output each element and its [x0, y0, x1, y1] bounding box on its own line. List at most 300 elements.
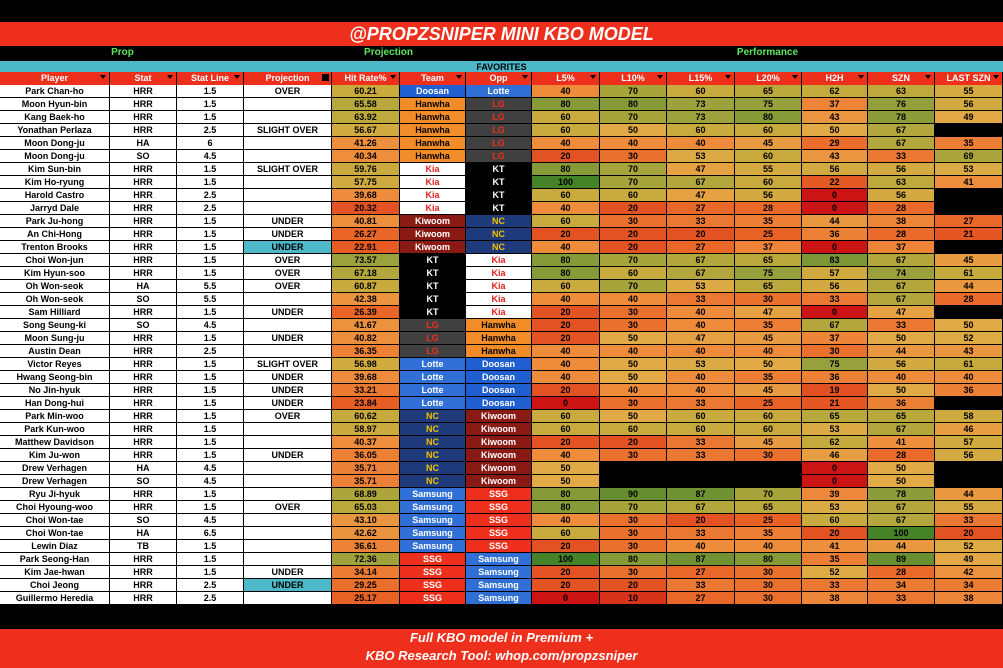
column-header-hit-rate[interactable]	[332, 72, 400, 85]
cell-projection: UNDER	[244, 566, 332, 579]
cell-last-szn: 61	[935, 358, 1003, 371]
cell-hit-rate: 72.36	[332, 553, 400, 566]
cell-l10: 10	[600, 592, 667, 605]
cell-h2h: 67	[802, 319, 868, 332]
cell-stat-line: 1.5	[177, 176, 244, 189]
cell-projection	[244, 98, 332, 111]
table-row[interactable]	[0, 85, 1003, 98]
table-row[interactable]	[0, 475, 1003, 488]
cell-last-szn	[935, 241, 1003, 254]
table-row[interactable]	[0, 215, 1003, 228]
cell-hit-rate: 36.35	[332, 345, 400, 358]
cell-h2h: 0	[802, 241, 868, 254]
cell-player: Jarryd Dale	[0, 202, 110, 215]
cell-l10: 40	[600, 384, 667, 397]
filter-dropdown-icon[interactable]	[322, 74, 329, 81]
cell-opp: Kiwoom	[466, 449, 532, 462]
cell-l10: 70	[600, 163, 667, 176]
filter-dropdown-icon[interactable]	[725, 75, 731, 79]
cell-opp: Kia	[466, 254, 532, 267]
cell-projection	[244, 202, 332, 215]
cell-hit-rate: 40.82	[332, 332, 400, 345]
cell-l10: 60	[600, 189, 667, 202]
filter-dropdown-icon[interactable]	[657, 75, 663, 79]
table-row[interactable]	[0, 358, 1003, 371]
column-header-label: Opp	[489, 73, 508, 83]
cell-szn: 28	[868, 202, 935, 215]
filter-dropdown-icon[interactable]	[390, 75, 396, 79]
filter-dropdown-icon[interactable]	[234, 75, 240, 79]
table-header	[0, 72, 1003, 85]
cell-l5: 60	[532, 527, 600, 540]
filter-dropdown-icon[interactable]	[522, 75, 528, 79]
table-row[interactable]	[0, 202, 1003, 215]
cell-stat-line: 1.5	[177, 488, 244, 501]
cell-stat: HRR	[110, 553, 177, 566]
cell-team: Samsung	[400, 514, 466, 527]
cell-l15: 40	[667, 306, 735, 319]
cell-h2h: 0	[802, 462, 868, 475]
cell-player: Hwang Seong-bin	[0, 371, 110, 384]
table-row[interactable]	[0, 423, 1003, 436]
cell-l15: 47	[667, 163, 735, 176]
cell-opp: KT	[466, 163, 532, 176]
cell-h2h: 44	[802, 215, 868, 228]
filter-dropdown-icon[interactable]	[167, 75, 173, 79]
cell-hit-rate: 34.14	[332, 566, 400, 579]
cell-szn: 33	[868, 319, 935, 332]
cell-l5: 60	[532, 423, 600, 436]
cell-player: Kim Ju-won	[0, 449, 110, 462]
cell-hit-rate: 25.17	[332, 592, 400, 605]
cell-l10: 20	[600, 202, 667, 215]
cell-hit-rate: 65.03	[332, 501, 400, 514]
cell-h2h: 60	[802, 514, 868, 527]
cell-opp: Kiwoom	[466, 436, 532, 449]
cell-szn: 38	[868, 215, 935, 228]
cell-l20: 56	[735, 189, 802, 202]
cell-stat-line: 1.5	[177, 111, 244, 124]
cell-szn: 67	[868, 280, 935, 293]
cell-hit-rate: 65.58	[332, 98, 400, 111]
table-row[interactable]	[0, 553, 1003, 566]
cell-stat: HA	[110, 137, 177, 150]
table-row[interactable]	[0, 514, 1003, 527]
table-row[interactable]	[0, 163, 1003, 176]
cell-opp: SSG	[466, 514, 532, 527]
cell-projection: UNDER	[244, 397, 332, 410]
cell-team: KT	[400, 293, 466, 306]
cell-l20: 30	[735, 449, 802, 462]
cell-stat-line: 1.5	[177, 254, 244, 267]
table-row[interactable]	[0, 345, 1003, 358]
cell-l5: 40	[532, 449, 600, 462]
cell-l15: 67	[667, 501, 735, 514]
cell-last-szn: 58	[935, 410, 1003, 423]
cell-projection: UNDER	[244, 579, 332, 592]
cell-l5: 20	[532, 579, 600, 592]
cell-stat: HRR	[110, 384, 177, 397]
filter-dropdown-icon[interactable]	[792, 75, 798, 79]
cell-opp: Doosan	[466, 397, 532, 410]
cell-stat: HRR	[110, 189, 177, 202]
cell-last-szn: 56	[935, 449, 1003, 462]
cell-player: Matthew Davidson	[0, 436, 110, 449]
cell-player: Moon Dong-ju	[0, 150, 110, 163]
cell-l20: 60	[735, 423, 802, 436]
cell-team: Hanwha	[400, 111, 466, 124]
cell-l20: 50	[735, 358, 802, 371]
cell-last-szn: 57	[935, 436, 1003, 449]
filter-dropdown-icon[interactable]	[456, 75, 462, 79]
cell-h2h: 50	[802, 124, 868, 137]
cell-l20	[735, 475, 802, 488]
cell-stat: HA	[110, 527, 177, 540]
table-row[interactable]	[0, 241, 1003, 254]
table-row[interactable]	[0, 98, 1003, 111]
cell-l20: 65	[735, 254, 802, 267]
column-header-l5[interactable]	[532, 72, 600, 85]
cell-team: LG	[400, 319, 466, 332]
cell-team: NC	[400, 410, 466, 423]
cell-stat: HRR	[110, 215, 177, 228]
column-header-l10[interactable]	[600, 72, 667, 85]
cell-l5: 20	[532, 150, 600, 163]
cell-opp: SSG	[466, 501, 532, 514]
table-row[interactable]	[0, 111, 1003, 124]
cell-player: Kim Ho-ryung	[0, 176, 110, 189]
cell-last-szn: 55	[935, 85, 1003, 98]
table-row[interactable]	[0, 332, 1003, 345]
cell-szn: 65	[868, 410, 935, 423]
cell-opp: KT	[466, 202, 532, 215]
cell-opp: KT	[466, 176, 532, 189]
table-row[interactable]	[0, 254, 1003, 267]
column-header-label: Player	[40, 73, 69, 83]
column-header-projection[interactable]	[244, 72, 332, 85]
cell-projection: OVER	[244, 267, 332, 280]
cell-last-szn: 55	[935, 501, 1003, 514]
filter-dropdown-icon[interactable]	[590, 75, 596, 79]
cell-szn: 78	[868, 488, 935, 501]
cell-team: Lotte	[400, 384, 466, 397]
cell-l15: 33	[667, 293, 735, 306]
cell-hit-rate: 26.39	[332, 306, 400, 319]
cell-l5: 20	[532, 384, 600, 397]
cell-projection: SLIGHT OVER	[244, 163, 332, 176]
column-header-last-szn[interactable]	[935, 72, 1003, 85]
cell-l10: 70	[600, 280, 667, 293]
cell-h2h: 33	[802, 579, 868, 592]
cell-l10: 20	[600, 579, 667, 592]
cell-l5: 80	[532, 488, 600, 501]
cell-l15: 33	[667, 397, 735, 410]
cell-last-szn: 46	[935, 423, 1003, 436]
cell-l20: 30	[735, 579, 802, 592]
cell-szn: 67	[868, 293, 935, 306]
cell-l5: 60	[532, 280, 600, 293]
filter-dropdown-icon[interactable]	[100, 75, 106, 79]
table-row[interactable]	[0, 176, 1003, 189]
cell-opp: Hanwha	[466, 319, 532, 332]
cell-l10: 50	[600, 332, 667, 345]
cell-last-szn: 41	[935, 176, 1003, 189]
table-row[interactable]	[0, 280, 1003, 293]
cell-l15: 33	[667, 449, 735, 462]
cell-hit-rate: 39.68	[332, 189, 400, 202]
table-bottom-spacer	[0, 607, 1003, 629]
cell-team: LG	[400, 345, 466, 358]
cell-team: Hanwha	[400, 150, 466, 163]
cell-stat: HRR	[110, 488, 177, 501]
cell-team: SSG	[400, 592, 466, 605]
table-row[interactable]	[0, 397, 1003, 410]
cell-szn: 56	[868, 358, 935, 371]
cell-opp: Samsung	[466, 579, 532, 592]
cell-opp: Kia	[466, 280, 532, 293]
cell-l20: 35	[735, 215, 802, 228]
filter-dropdown-icon[interactable]	[858, 75, 864, 79]
cell-opp: LG	[466, 124, 532, 137]
column-header-l15[interactable]	[667, 72, 735, 85]
cell-team: Hanwha	[400, 124, 466, 137]
filter-dropdown-icon[interactable]	[993, 75, 999, 79]
cell-stat-line: 1.5	[177, 332, 244, 345]
cell-last-szn: 36	[935, 384, 1003, 397]
cell-projection	[244, 514, 332, 527]
cell-h2h: 36	[802, 228, 868, 241]
cell-last-szn: 43	[935, 345, 1003, 358]
cell-l20: 35	[735, 371, 802, 384]
cell-l5: 40	[532, 514, 600, 527]
table-row[interactable]	[0, 306, 1003, 319]
cell-l20	[735, 462, 802, 475]
cell-l15: 40	[667, 137, 735, 150]
cell-hit-rate: 23.84	[332, 397, 400, 410]
cell-hit-rate: 40.81	[332, 215, 400, 228]
cell-stat: SO	[110, 514, 177, 527]
cell-l15: 33	[667, 527, 735, 540]
cell-stat: HRR	[110, 436, 177, 449]
cell-hit-rate: 43.10	[332, 514, 400, 527]
cell-stat: TB	[110, 540, 177, 553]
cell-l5: 50	[532, 462, 600, 475]
cell-l5: 40	[532, 202, 600, 215]
cell-l10: 30	[600, 449, 667, 462]
cell-l5: 40	[532, 371, 600, 384]
column-header-player[interactable]	[0, 72, 110, 85]
table-row[interactable]	[0, 228, 1003, 241]
cell-hit-rate: 73.57	[332, 254, 400, 267]
cell-last-szn: 50	[935, 319, 1003, 332]
cell-l5: 60	[532, 215, 600, 228]
page-title: @PROPZSNIPER MINI KBO MODEL	[0, 22, 1003, 46]
cell-opp: SSG	[466, 540, 532, 553]
cell-l20: 45	[735, 137, 802, 150]
table-row[interactable]	[0, 488, 1003, 501]
table-row[interactable]	[0, 189, 1003, 202]
cell-opp: Kiwoom	[466, 475, 532, 488]
table-row[interactable]	[0, 501, 1003, 514]
cell-last-szn	[935, 189, 1003, 202]
table-row[interactable]	[0, 124, 1003, 137]
table-row[interactable]	[0, 150, 1003, 163]
cell-last-szn: 38	[935, 592, 1003, 605]
cell-szn: 100	[868, 527, 935, 540]
cell-last-szn: 49	[935, 111, 1003, 124]
cell-team: Kiwoom	[400, 228, 466, 241]
cell-player: Yonathan Perlaza	[0, 124, 110, 137]
cell-szn: 67	[868, 254, 935, 267]
cell-stat: HRR	[110, 85, 177, 98]
cell-l10: 30	[600, 150, 667, 163]
cell-l20: 30	[735, 592, 802, 605]
column-header-label: L10%	[621, 73, 645, 83]
column-header-h2h[interactable]	[802, 72, 868, 85]
table-row[interactable]	[0, 371, 1003, 384]
column-header-team[interactable]	[400, 72, 466, 85]
table-row[interactable]	[0, 137, 1003, 150]
cell-l20: 25	[735, 514, 802, 527]
cell-l15	[667, 462, 735, 475]
cell-stat: HRR	[110, 566, 177, 579]
cell-l20: 45	[735, 384, 802, 397]
cell-l5: 60	[532, 189, 600, 202]
cell-l10	[600, 475, 667, 488]
cell-player: Han Dong-hui	[0, 397, 110, 410]
cell-l20: 70	[735, 488, 802, 501]
cell-szn: 37	[868, 241, 935, 254]
cell-last-szn	[935, 475, 1003, 488]
cell-l15: 87	[667, 488, 735, 501]
section-prop: Prop	[111, 47, 134, 58]
cell-last-szn	[935, 397, 1003, 410]
cell-team: Hanwha	[400, 98, 466, 111]
table-row[interactable]	[0, 267, 1003, 280]
table-row[interactable]	[0, 592, 1003, 605]
cell-stat: HA	[110, 462, 177, 475]
cell-l20: 60	[735, 410, 802, 423]
cell-h2h: 19	[802, 384, 868, 397]
cell-projection	[244, 189, 332, 202]
cell-h2h: 37	[802, 98, 868, 111]
cell-stat: HRR	[110, 254, 177, 267]
filter-dropdown-icon[interactable]	[925, 75, 931, 79]
cell-h2h: 39	[802, 488, 868, 501]
column-header-opp[interactable]	[466, 72, 532, 85]
cell-last-szn	[935, 306, 1003, 319]
cell-l20: 75	[735, 267, 802, 280]
cell-l10: 30	[600, 540, 667, 553]
cell-l15: 40	[667, 540, 735, 553]
cell-szn: 63	[868, 85, 935, 98]
table-row[interactable]	[0, 319, 1003, 332]
cell-player: Guillermo Heredia	[0, 592, 110, 605]
table-row[interactable]	[0, 527, 1003, 540]
cell-player: Song Seung-ki	[0, 319, 110, 332]
table-row[interactable]	[0, 384, 1003, 397]
cell-hit-rate: 41.67	[332, 319, 400, 332]
cell-opp: KT	[466, 189, 532, 202]
column-header-stat[interactable]	[110, 72, 177, 85]
cell-l5: 60	[532, 111, 600, 124]
column-header-label: L5%	[556, 73, 575, 83]
cell-h2h: 33	[802, 293, 868, 306]
table-row[interactable]	[0, 462, 1003, 475]
cell-player: Choi Jeong	[0, 579, 110, 592]
table-row[interactable]	[0, 449, 1003, 462]
cell-opp: LG	[466, 150, 532, 163]
cell-l20: 40	[735, 540, 802, 553]
cell-player: Oh Won-seok	[0, 293, 110, 306]
cell-team: Hanwha	[400, 137, 466, 150]
column-header-stat-line[interactable]	[177, 72, 244, 85]
cell-l15: 40	[667, 319, 735, 332]
table-row[interactable]	[0, 293, 1003, 306]
cell-last-szn: 44	[935, 488, 1003, 501]
cell-l15: 20	[667, 514, 735, 527]
cell-stat: HRR	[110, 176, 177, 189]
cell-h2h: 29	[802, 137, 868, 150]
cell-l10: 50	[600, 410, 667, 423]
cell-stat: HRR	[110, 332, 177, 345]
cell-l20: 60	[735, 124, 802, 137]
cell-stat-line: 6	[177, 137, 244, 150]
cell-l20: 60	[735, 176, 802, 189]
cell-h2h: 20	[802, 527, 868, 540]
table-row[interactable]	[0, 540, 1003, 553]
cell-team: Samsung	[400, 540, 466, 553]
column-header-label: Projection	[265, 73, 310, 83]
table-row[interactable]	[0, 410, 1003, 423]
cell-l15: 73	[667, 98, 735, 111]
cell-stat-line: 1.5	[177, 306, 244, 319]
cell-projection: UNDER	[244, 228, 332, 241]
cell-last-szn: 69	[935, 150, 1003, 163]
cell-szn: 50	[868, 475, 935, 488]
cell-opp: Kiwoom	[466, 410, 532, 423]
cell-l15: 20	[667, 228, 735, 241]
cell-stat-line: 6.5	[177, 527, 244, 540]
cell-h2h: 0	[802, 306, 868, 319]
table-row[interactable]	[0, 566, 1003, 579]
column-header-szn[interactable]	[868, 72, 935, 85]
cell-l20: 35	[735, 527, 802, 540]
cell-hit-rate: 39.68	[332, 371, 400, 384]
cell-h2h: 43	[802, 111, 868, 124]
cell-stat-line: 1.5	[177, 540, 244, 553]
footer-banner	[0, 629, 1003, 668]
cell-hit-rate: 58.97	[332, 423, 400, 436]
cell-hit-rate: 35.71	[332, 475, 400, 488]
cell-l10: 50	[600, 371, 667, 384]
column-header-label: L15%	[688, 73, 713, 83]
cell-stat-line: 1.5	[177, 267, 244, 280]
cell-l15: 40	[667, 345, 735, 358]
table-row[interactable]	[0, 436, 1003, 449]
table-row[interactable]	[0, 579, 1003, 592]
cell-stat: HRR	[110, 345, 177, 358]
cell-h2h: 0	[802, 202, 868, 215]
cell-l10	[600, 462, 667, 475]
cell-l20: 40	[735, 345, 802, 358]
cell-stat-line: 1.5	[177, 85, 244, 98]
cell-opp: Kia	[466, 306, 532, 319]
cell-projection: OVER	[244, 85, 332, 98]
footer-line-research-tool[interactable]: KBO Research Tool: whop.com/propzsniper	[365, 648, 638, 663]
column-header-l20[interactable]	[735, 72, 802, 85]
cell-h2h: 56	[802, 280, 868, 293]
